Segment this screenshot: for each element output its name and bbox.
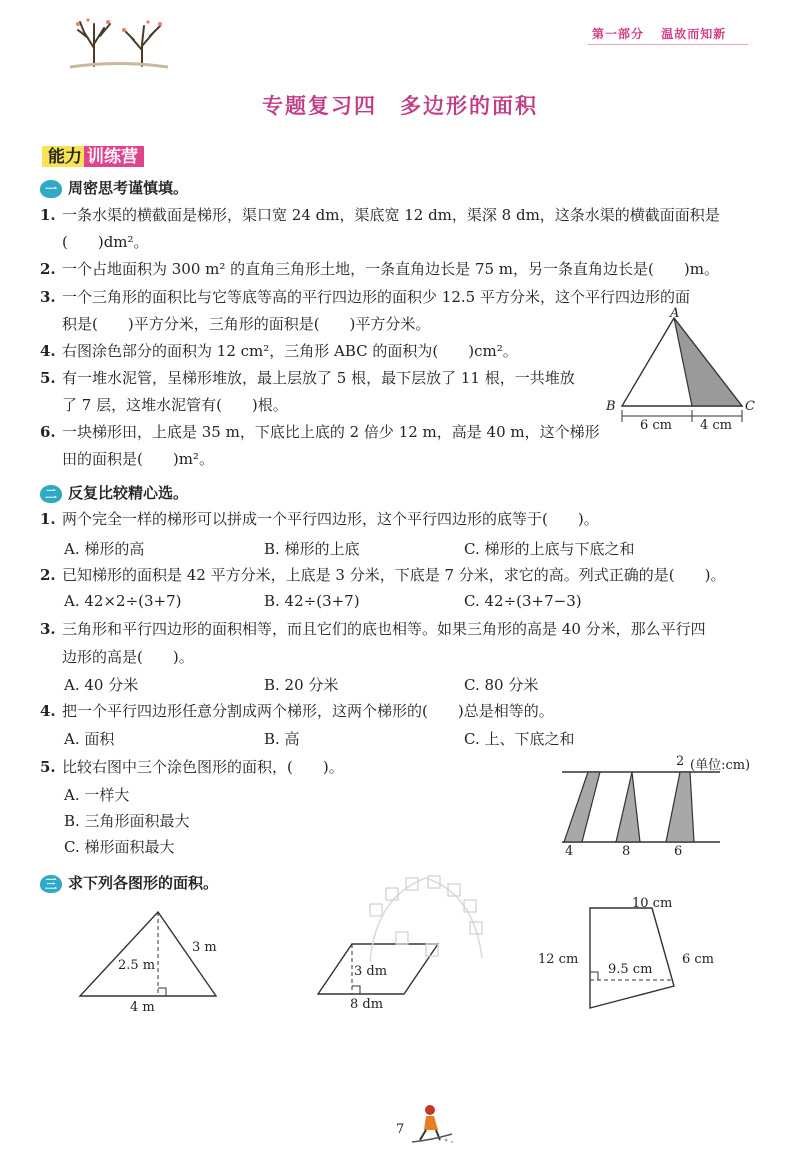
question-text: 一个占地面积为 300 m² 的直角三角形土地，一条直角边长是 75 m，另一条直角边长是( )m。	[62, 260, 719, 278]
triangle-base-label: 4 m	[130, 1000, 155, 1015]
top-width-label: 2	[676, 754, 685, 769]
option-a[interactable]: A. 梯形的高	[64, 540, 145, 558]
option-a[interactable]: A. 一样大	[64, 786, 130, 804]
question-text: 三角形和平行四边形的面积相等，而且它们的底也相等。如果三角形的高是 40 分米，那么平行四	[62, 620, 706, 638]
s2-q3	[40, 618, 706, 640]
question-text: 比较右图中三个涂色图形的面积，( )。	[62, 758, 344, 776]
shaded-shapes-figure	[556, 752, 756, 864]
question-number: 1.	[40, 510, 56, 528]
banner-word-a: 能力	[42, 146, 84, 167]
trapezoid-right-label: 6 cm	[682, 952, 715, 967]
left-length-label: 6 cm	[640, 418, 673, 433]
s2-q5	[40, 756, 344, 778]
s1-q3	[40, 286, 690, 308]
page-number: 7	[396, 1122, 405, 1137]
question-number: 6.	[40, 423, 56, 441]
section2-heading	[40, 482, 188, 503]
question-text: 一条水渠的横截面是梯形，渠口宽 24 dm，渠底宽 12 dm，渠深 8 dm，这条水渠的横截面面积是	[62, 206, 720, 224]
option-c[interactable]: C. 上、下底之和	[464, 730, 575, 748]
s1-q5	[40, 367, 575, 389]
header-part-label	[592, 25, 726, 42]
watermark-stamp	[356, 866, 496, 980]
s1-q2	[40, 258, 719, 280]
question-number: 2.	[40, 260, 56, 278]
trapezoid-inner-label: 9.5 cm	[608, 962, 653, 977]
option-b[interactable]: B. 42÷(3+7)	[264, 592, 360, 610]
question-text: 一块梯形田，上底是 35 m，下底比上底的 2 倍少 12 m，高是 40 m，这个梯形	[62, 423, 600, 441]
question-number: 5.	[40, 758, 56, 776]
base3-label: 6	[674, 844, 683, 859]
part-label: 第一部分	[592, 27, 645, 41]
triangle-abc-figure	[600, 306, 770, 440]
trapezoid-left-label: 12 cm	[538, 952, 579, 967]
option-c[interactable]: C. 42÷(3+7−3)	[464, 592, 582, 610]
parallelogram-height-label: 3 dm	[354, 964, 388, 979]
option-c[interactable]: C. 80 分米	[464, 676, 539, 694]
s2-q3-line2: 边形的高是( )。	[62, 648, 194, 666]
vertex-c-label: C	[745, 399, 755, 414]
question-number: 4.	[40, 342, 56, 360]
option-c[interactable]: C. 梯形的上底与下底之和	[464, 540, 635, 558]
s1-q6-line2: 田的面积是( )m²。	[62, 450, 214, 468]
question-number: 4.	[40, 702, 56, 720]
section3-number-icon: 三	[40, 875, 62, 893]
base1-label: 4	[565, 844, 574, 859]
question-number: 5.	[40, 369, 56, 387]
part-subtitle: 温故而知新	[661, 27, 727, 41]
s1-q4	[40, 340, 518, 362]
section2-number-icon: 二	[40, 485, 62, 503]
trapezoid-figure	[536, 896, 746, 1020]
banner-word-b: 训练营	[84, 146, 144, 167]
question-number: 1.	[40, 206, 56, 224]
skier-icon	[408, 1100, 458, 1150]
option-a[interactable]: A. 面积	[64, 730, 115, 748]
question-number: 3.	[40, 288, 56, 306]
question-text: 把一个平行四边形任意分割成两个梯形，这两个梯形的( )总是相等的。	[62, 702, 554, 720]
s1-q1-line2: ( )dm²。	[62, 233, 149, 251]
s2-q4	[40, 700, 554, 722]
question-number: 3.	[40, 620, 56, 638]
header-tree-illustration	[64, 14, 174, 74]
unit-label: (单位:cm)	[690, 758, 751, 773]
trapezoid-top-label: 10 cm	[632, 896, 673, 911]
option-a[interactable]: A. 40 分米	[64, 676, 139, 694]
triangle-figure	[72, 906, 232, 1020]
s1-q5-line2: 了 7 层，这堆水泥管有( )根。	[62, 396, 288, 414]
option-c[interactable]: C. 梯形面积最大	[64, 838, 175, 856]
question-text: 一个三角形的面积比与它等底等高的平行四边形的面积少 12.5 平方分米，这个平行四边形的面	[62, 288, 690, 306]
base2-label: 8	[622, 844, 631, 859]
vertex-a-label: A	[670, 306, 680, 321]
triangle-side-label: 3 m	[192, 940, 217, 955]
section2-heading-text: 反复比较精心选。	[68, 484, 189, 502]
ability-banner	[42, 142, 144, 167]
section1-number-icon: 一	[40, 180, 62, 198]
s2-q2	[40, 564, 726, 586]
question-text: 已知梯形的面积是 42 平方分米，上底是 3 分米，下底是 7 分米，求它的高。列式正确的是( )。	[62, 566, 726, 584]
triangle-height-label: 2.5 m	[118, 958, 156, 973]
right-length-label: 4 cm	[700, 418, 733, 433]
section1-heading-text: 周密思考谨慎填。	[68, 179, 189, 197]
page-title: 专题复习四 多边形的面积	[262, 94, 538, 118]
parallelogram-base-label: 8 dm	[350, 997, 384, 1012]
option-b[interactable]: B. 梯形的上底	[264, 540, 360, 558]
vertex-b-label: B	[606, 399, 616, 414]
s1-q1	[40, 204, 720, 226]
option-b[interactable]: B. 高	[264, 730, 300, 748]
section3-heading-text: 求下列各图形的面积。	[68, 874, 219, 892]
question-number: 2.	[40, 566, 56, 584]
option-b[interactable]: B. 三角形面积最大	[64, 812, 190, 830]
question-text: 有一堆水泥管，呈梯形堆放，最上层放了 5 根，最下层放了 11 根，一共堆放	[62, 369, 575, 387]
question-text: 右图涂色部分的面积为 12 cm²，三角形 ABC 的面积为( )cm²。	[62, 342, 518, 360]
s1-q3-line2: 积是( )平方分米，三角形的面积是( )平方分米。	[62, 315, 431, 333]
s1-q6	[40, 421, 600, 443]
section1-heading	[40, 177, 188, 198]
s2-q1	[40, 508, 599, 530]
option-a[interactable]: A. 42×2÷(3+7)	[64, 592, 182, 610]
question-text: 两个完全一样的梯形可以拼成一个平行四边形，这个平行四边形的底等于( )。	[62, 510, 599, 528]
section3-heading	[40, 872, 218, 893]
option-b[interactable]: B. 20 分米	[264, 676, 339, 694]
header-rule	[588, 44, 748, 45]
